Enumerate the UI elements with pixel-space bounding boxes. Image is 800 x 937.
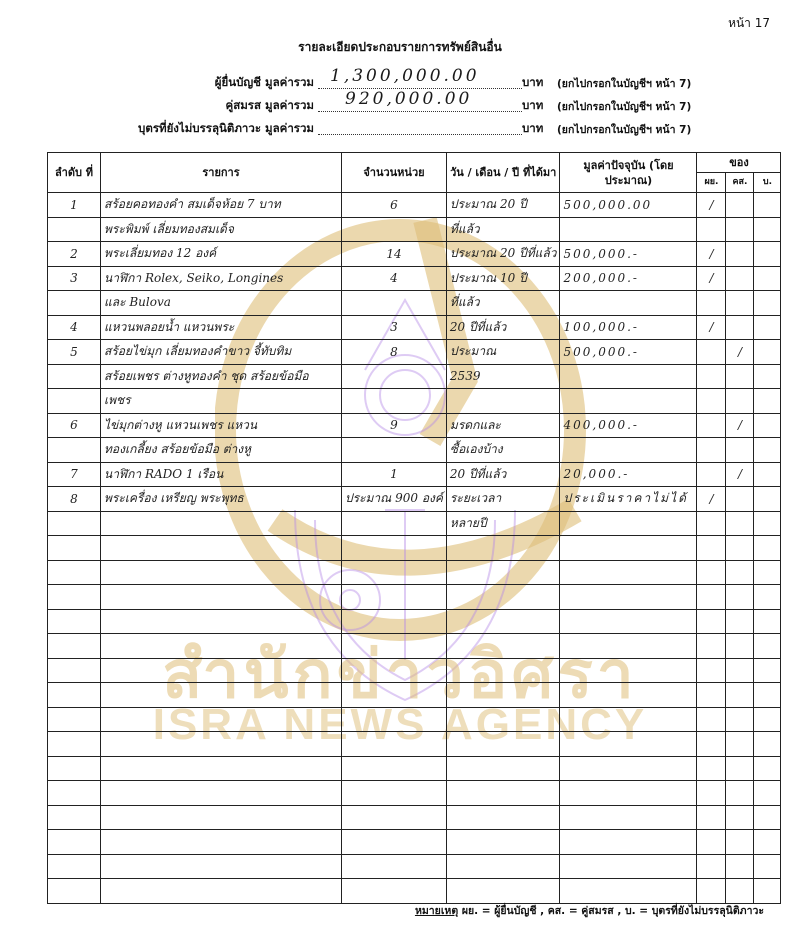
row-number-cell	[48, 536, 101, 561]
owner-spouse-cell	[726, 291, 754, 316]
item-cell	[101, 781, 342, 806]
table-row	[48, 193, 781, 218]
value-cell	[560, 658, 697, 683]
quantity-cell	[342, 560, 447, 585]
header-current-value: มูลค่าปัจจุบัน (โดยประมาณ)	[560, 153, 697, 193]
item-cell	[101, 732, 342, 757]
quantity-cell	[342, 609, 447, 634]
quantity-cell	[342, 438, 447, 463]
owner-spouse-cell: /	[726, 462, 754, 487]
owner-declarant-cell	[697, 683, 726, 708]
owner-declarant-cell	[697, 217, 726, 242]
item-cell	[101, 634, 342, 659]
watermark-thai-text: สำนักข่าวอิศรา	[162, 636, 638, 713]
table-row	[48, 560, 781, 585]
date-acquired-cell: ประมาณ 20 ปีที่แล้ว	[446, 242, 560, 267]
row-number-cell	[48, 609, 101, 634]
value-cell: 20,000.-	[560, 462, 697, 487]
header-qty: จำนวนหน่วย	[342, 153, 447, 193]
owner-spouse-cell	[726, 658, 754, 683]
table-row	[48, 217, 781, 242]
value-cell	[560, 830, 697, 855]
value-cell	[560, 683, 697, 708]
value-cell	[560, 585, 697, 610]
value-cell	[560, 291, 697, 316]
total-minor-children	[0, 118, 800, 138]
row-number-cell	[48, 364, 101, 389]
date-acquired-cell	[446, 658, 560, 683]
row-number-cell	[48, 658, 101, 683]
item-cell: ไข่มุกต่างหู แหวนเพชร แหวน	[101, 413, 342, 438]
footnote-header: หมายเหตุ	[414, 905, 459, 917]
table-row	[48, 462, 781, 487]
owner-declarant-cell	[697, 609, 726, 634]
owner-spouse-cell	[726, 266, 754, 291]
item-cell: พระเลี่ยมทอง 12 องค์	[101, 242, 342, 267]
owner-declarant-cell	[697, 879, 726, 904]
owner-declarant-cell	[697, 854, 726, 879]
total-unit: บาท	[522, 121, 544, 135]
owner-declarant-cell: /	[697, 193, 726, 218]
item-cell	[101, 756, 342, 781]
date-acquired-cell	[446, 536, 560, 561]
table-row	[48, 585, 781, 610]
owner-child-cell	[754, 634, 781, 659]
owner-child-cell	[754, 805, 781, 830]
total-unit: บาท	[522, 98, 544, 112]
owner-child-cell	[754, 781, 781, 806]
total-label: ผู้ยื่นบัญชี มูลค่ารวม	[214, 75, 314, 89]
row-number-cell	[48, 854, 101, 879]
owner-child-cell	[754, 683, 781, 708]
item-cell: ทองเกลี้ยง สร้อยข้อมือ ต่างหู	[101, 438, 342, 463]
owner-spouse-cell	[726, 217, 754, 242]
owner-child-cell	[754, 291, 781, 316]
table-row	[48, 511, 781, 536]
table-row	[48, 756, 781, 781]
value-cell	[560, 511, 697, 536]
date-acquired-cell: 2539	[446, 364, 560, 389]
owner-spouse-cell	[726, 634, 754, 659]
date-acquired-cell	[446, 560, 560, 585]
header-date-acquired: วัน / เดือน / ปี ที่ได้มา	[446, 153, 560, 193]
owner-child-cell	[754, 242, 781, 267]
header-owner: ของ	[697, 153, 781, 173]
row-number-cell	[48, 389, 101, 414]
date-acquired-cell	[446, 854, 560, 879]
value-cell	[560, 805, 697, 830]
page-number: หน้า 17	[728, 16, 770, 30]
owner-declarant-cell	[697, 413, 726, 438]
owner-spouse-cell	[726, 854, 754, 879]
item-cell: และ Bulova	[101, 291, 342, 316]
total-label: บุตรที่ยังไม่บรรลุนิติภาวะ มูลค่ารวม	[138, 121, 314, 135]
owner-declarant-cell	[697, 634, 726, 659]
owner-child-cell	[754, 193, 781, 218]
owner-declarant-cell: /	[697, 315, 726, 340]
header-owner-spouse: คส.	[726, 173, 754, 193]
header-item: รายการ	[101, 153, 342, 193]
value-cell	[560, 438, 697, 463]
table-row	[48, 389, 781, 414]
item-cell	[101, 830, 342, 855]
date-acquired-cell	[446, 634, 560, 659]
value-cell	[560, 756, 697, 781]
owner-spouse-cell	[726, 560, 754, 585]
owner-declarant-cell	[697, 438, 726, 463]
row-number-cell	[48, 683, 101, 708]
date-acquired-cell	[446, 732, 560, 757]
row-number-cell	[48, 585, 101, 610]
owner-spouse-cell	[726, 193, 754, 218]
item-cell	[101, 585, 342, 610]
item-cell	[101, 805, 342, 830]
owner-child-cell	[754, 560, 781, 585]
item-cell: พระพิมพ์ เลี่ยมทองสมเด็จ	[101, 217, 342, 242]
total-value: 920,000.00	[345, 89, 473, 109]
quantity-cell	[342, 879, 447, 904]
value-cell	[560, 389, 697, 414]
value-cell	[560, 634, 697, 659]
owner-declarant-cell	[697, 511, 726, 536]
table-row	[48, 609, 781, 634]
item-cell: นาฬิกา RADO 1 เรือน	[101, 462, 342, 487]
table-row	[48, 830, 781, 855]
item-cell: สร้อยคอทองคำ สมเด็จห้อย 7 บาท	[101, 193, 342, 218]
date-acquired-cell: มรดกและ	[446, 413, 560, 438]
owner-declarant-cell	[697, 291, 726, 316]
date-acquired-cell	[446, 389, 560, 414]
owner-spouse-cell	[726, 242, 754, 267]
owner-spouse-cell	[726, 487, 754, 512]
quantity-cell	[342, 683, 447, 708]
quantity-cell: ประมาณ 900 องค์	[342, 487, 447, 512]
total-label: คู่สมรส มูลค่ารวม	[225, 98, 314, 112]
owner-declarant-cell	[697, 340, 726, 365]
owner-declarant-cell: /	[697, 242, 726, 267]
table-row	[48, 242, 781, 267]
item-cell: สร้อยไข่มุก เลี่ยมทองคำขาว จี้ทับทิม	[101, 340, 342, 365]
item-cell: เพชร	[101, 389, 342, 414]
owner-declarant-cell	[697, 805, 726, 830]
date-acquired-cell	[446, 585, 560, 610]
owner-spouse-cell	[726, 536, 754, 561]
quantity-cell: 6	[342, 193, 447, 218]
row-number-cell: 6	[48, 413, 101, 438]
row-number-cell: 4	[48, 315, 101, 340]
value-cell	[560, 732, 697, 757]
table-row	[48, 291, 781, 316]
quantity-cell: 3	[342, 315, 447, 340]
item-cell	[101, 560, 342, 585]
owner-spouse-cell	[726, 707, 754, 732]
row-number-cell: 3	[48, 266, 101, 291]
table-row	[48, 879, 781, 904]
assets-table-body	[48, 193, 781, 904]
date-acquired-cell: ที่แล้ว	[446, 217, 560, 242]
table-row	[48, 683, 781, 708]
table-row	[48, 536, 781, 561]
total-spouse	[0, 89, 800, 115]
owner-child-cell	[754, 217, 781, 242]
date-acquired-cell	[446, 609, 560, 634]
table-row	[48, 707, 781, 732]
quantity-cell: 14	[342, 242, 447, 267]
owner-spouse-cell	[726, 732, 754, 757]
item-cell: สร้อยเพชร ต่างหูทองคำ ชุด สร้อยข้อมือ	[101, 364, 342, 389]
date-acquired-cell: 20 ปีที่แล้ว	[446, 462, 560, 487]
row-number-cell: 1	[48, 193, 101, 218]
owner-child-cell	[754, 462, 781, 487]
owner-declarant-cell	[697, 560, 726, 585]
total-dotted-field[interactable]	[318, 120, 522, 135]
header-owner-declarant: ผย.	[697, 173, 726, 193]
owner-child-cell	[754, 266, 781, 291]
value-cell	[560, 879, 697, 904]
owner-spouse-cell	[726, 389, 754, 414]
owner-declarant-cell: /	[697, 487, 726, 512]
date-acquired-cell: ประมาณ 10 ปี	[446, 266, 560, 291]
owner-child-cell	[754, 732, 781, 757]
table-row	[48, 805, 781, 830]
value-cell	[560, 217, 697, 242]
value-cell: ประเมินราคาไม่ได้	[560, 487, 697, 512]
owner-child-cell	[754, 487, 781, 512]
quantity-cell	[342, 634, 447, 659]
value-cell	[560, 609, 697, 634]
footnote-text: ผย. = ผู้ยื่นบัญชี , คส. = คู่สมรส , บ. = บุตรที่ยังไม่บรรลุนิติภาวะ	[458, 905, 764, 917]
owner-spouse-cell	[726, 364, 754, 389]
quantity-cell: 8	[342, 340, 447, 365]
owner-declarant-cell	[697, 462, 726, 487]
value-cell	[560, 536, 697, 561]
table-row	[48, 340, 781, 365]
owner-child-cell	[754, 511, 781, 536]
owner-child-cell	[754, 756, 781, 781]
date-acquired-cell: ที่แล้ว	[446, 291, 560, 316]
owner-child-cell	[754, 854, 781, 879]
item-cell	[101, 879, 342, 904]
value-cell	[560, 854, 697, 879]
owner-spouse-cell	[726, 511, 754, 536]
owner-child-cell	[754, 438, 781, 463]
date-acquired-cell: ระยะเวลา	[446, 487, 560, 512]
total-note: (ยกไปกรอกในบัญชีฯ หน้า 7)	[557, 101, 692, 113]
owner-spouse-cell: /	[726, 340, 754, 365]
item-cell	[101, 609, 342, 634]
table-row	[48, 658, 781, 683]
owner-child-cell	[754, 879, 781, 904]
quantity-cell	[342, 805, 447, 830]
quantity-cell	[342, 854, 447, 879]
item-cell	[101, 536, 342, 561]
header-owner-child: บ.	[754, 173, 781, 193]
owner-spouse-cell	[726, 805, 754, 830]
item-cell	[101, 707, 342, 732]
row-number-cell	[48, 511, 101, 536]
table-row	[48, 634, 781, 659]
owner-declarant-cell	[697, 732, 726, 757]
owner-declarant-cell	[697, 585, 726, 610]
row-number-cell: 2	[48, 242, 101, 267]
owner-declarant-cell	[697, 830, 726, 855]
quantity-cell	[342, 781, 447, 806]
item-cell: นาฬิกา Rolex, Seiko, Longines	[101, 266, 342, 291]
table-row	[48, 487, 781, 512]
owner-child-cell	[754, 585, 781, 610]
item-cell	[101, 854, 342, 879]
row-number-cell	[48, 217, 101, 242]
item-cell	[101, 683, 342, 708]
row-number-cell	[48, 291, 101, 316]
owner-spouse-cell	[726, 781, 754, 806]
watermark-english-text: ISRA NEWS AGENCY	[152, 700, 648, 749]
row-number-cell	[48, 560, 101, 585]
date-acquired-cell: 20 ปีที่แล้ว	[446, 315, 560, 340]
quantity-cell	[342, 756, 447, 781]
value-cell: 200,000.-	[560, 266, 697, 291]
quantity-cell	[342, 217, 447, 242]
owner-spouse-cell	[726, 438, 754, 463]
row-number-cell	[48, 707, 101, 732]
value-cell	[560, 560, 697, 585]
owner-child-cell	[754, 830, 781, 855]
table-row	[48, 781, 781, 806]
owner-child-cell	[754, 536, 781, 561]
owner-child-cell	[754, 364, 781, 389]
owner-spouse-cell	[726, 756, 754, 781]
row-number-cell	[48, 634, 101, 659]
owner-declarant-cell	[697, 389, 726, 414]
quantity-cell	[342, 707, 447, 732]
row-number-cell: 7	[48, 462, 101, 487]
quantity-cell: 1	[342, 462, 447, 487]
total-note: (ยกไปกรอกในบัญชีฯ หน้า 7)	[557, 124, 692, 136]
quantity-cell	[342, 732, 447, 757]
date-acquired-cell	[446, 781, 560, 806]
owner-declarant-cell	[697, 536, 726, 561]
quantity-cell	[342, 658, 447, 683]
owner-child-cell	[754, 389, 781, 414]
row-number-cell	[48, 805, 101, 830]
owner-child-cell	[754, 658, 781, 683]
value-cell	[560, 364, 697, 389]
owner-child-cell	[754, 315, 781, 340]
value-cell	[560, 781, 697, 806]
value-cell: 500,000.00	[560, 193, 697, 218]
date-acquired-cell: ซื้อเองบ้าง	[446, 438, 560, 463]
owner-spouse-cell	[726, 879, 754, 904]
quantity-cell	[342, 364, 447, 389]
header-no: ลำดับ ที่	[48, 153, 101, 193]
value-cell: 500,000.-	[560, 242, 697, 267]
owner-spouse-cell	[726, 609, 754, 634]
owner-declarant-cell	[697, 781, 726, 806]
row-number-cell	[48, 438, 101, 463]
value-cell: 100,000.-	[560, 315, 697, 340]
table-row	[48, 438, 781, 463]
owner-declarant-cell: /	[697, 266, 726, 291]
row-number-cell	[48, 781, 101, 806]
assets-table	[47, 152, 781, 904]
row-number-cell	[48, 830, 101, 855]
value-cell: 500,000.-	[560, 340, 697, 365]
table-row	[48, 315, 781, 340]
owner-spouse-cell	[726, 585, 754, 610]
item-cell	[101, 511, 342, 536]
owner-declarant-cell	[697, 658, 726, 683]
value-cell	[560, 707, 697, 732]
owner-child-cell	[754, 609, 781, 634]
total-value: 1,300,000.00	[330, 66, 480, 86]
quantity-cell: 4	[342, 266, 447, 291]
table-row	[48, 364, 781, 389]
table-row	[48, 854, 781, 879]
table-row	[48, 732, 781, 757]
table-row	[48, 413, 781, 438]
quantity-cell	[342, 585, 447, 610]
owner-child-cell	[754, 340, 781, 365]
row-number-cell: 8	[48, 487, 101, 512]
quantity-cell	[342, 389, 447, 414]
date-acquired-cell	[446, 879, 560, 904]
owner-spouse-cell: /	[726, 413, 754, 438]
owner-declarant-cell	[697, 707, 726, 732]
date-acquired-cell: ประมาณ 20 ปี	[446, 193, 560, 218]
quantity-cell	[342, 291, 447, 316]
owner-spouse-cell	[726, 315, 754, 340]
row-number-cell	[48, 756, 101, 781]
date-acquired-cell	[446, 830, 560, 855]
date-acquired-cell: ประมาณ	[446, 340, 560, 365]
owner-spouse-cell	[726, 830, 754, 855]
row-number-cell	[48, 879, 101, 904]
date-acquired-cell	[446, 707, 560, 732]
quantity-cell	[342, 536, 447, 561]
date-acquired-cell	[446, 683, 560, 708]
date-acquired-cell: หลายปี	[446, 511, 560, 536]
row-number-cell: 5	[48, 340, 101, 365]
owner-child-cell	[754, 707, 781, 732]
item-cell: พระเครื่อง เหรียญ พระพุทธ	[101, 487, 342, 512]
total-note: (ยกไปกรอกในบัญชีฯ หน้า 7)	[557, 78, 692, 90]
document-title: รายละเอียดประกอบรายการทรัพย์สินอื่น	[298, 40, 502, 54]
owner-spouse-cell	[726, 683, 754, 708]
value-cell: 400,000.-	[560, 413, 697, 438]
quantity-cell	[342, 830, 447, 855]
item-cell	[101, 658, 342, 683]
item-cell: แหวนพลอยน้ำ แหวนพระ	[101, 315, 342, 340]
date-acquired-cell	[446, 805, 560, 830]
owner-declarant-cell	[697, 364, 726, 389]
footnote	[415, 902, 764, 919]
date-acquired-cell	[446, 756, 560, 781]
table-row	[48, 266, 781, 291]
quantity-cell	[342, 511, 447, 536]
row-number-cell	[48, 732, 101, 757]
owner-declarant-cell	[697, 756, 726, 781]
total-unit: บาท	[522, 75, 544, 89]
owner-child-cell	[754, 413, 781, 438]
quantity-cell: 9	[342, 413, 447, 438]
